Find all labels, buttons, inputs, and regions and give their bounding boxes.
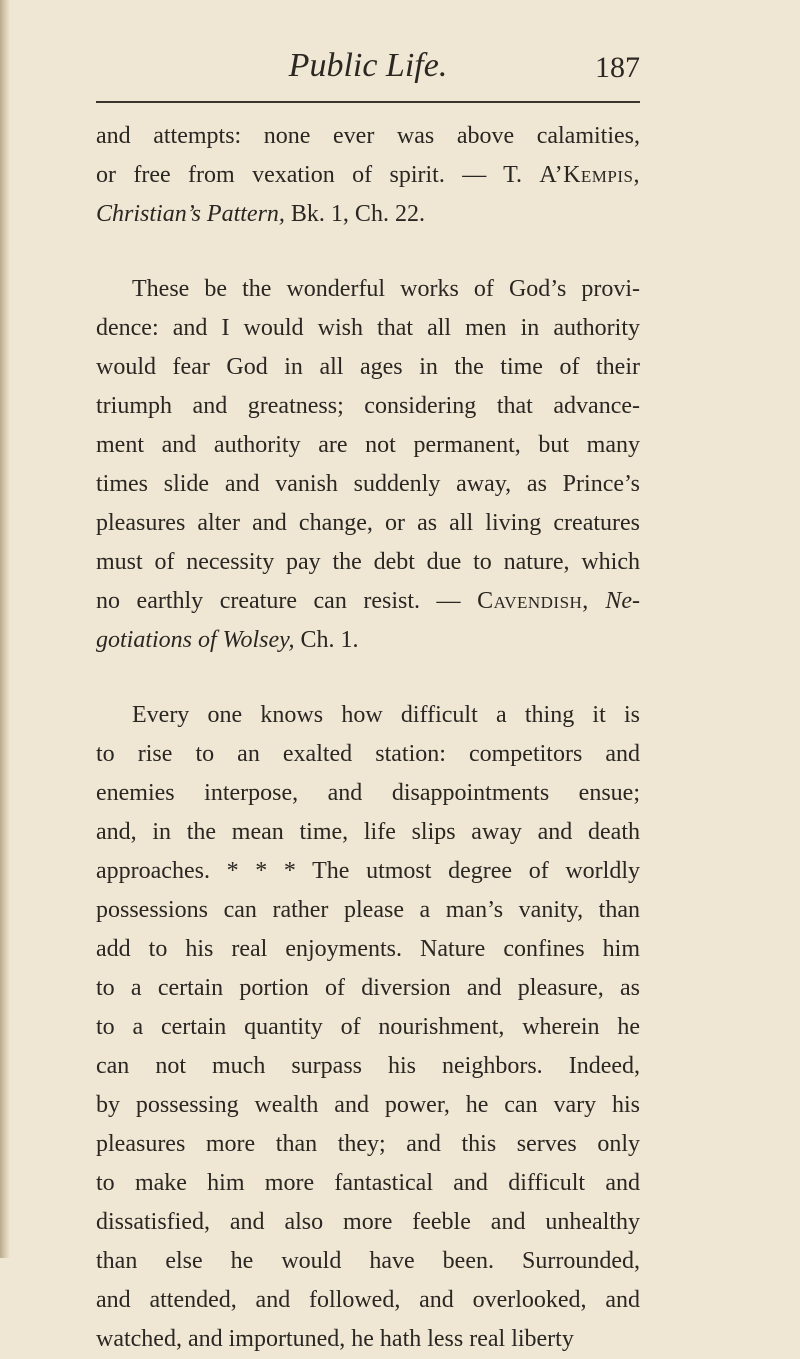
text-line <box>96 852 640 891</box>
text-run: These be the wonderful works of God’s provi- <box>132 276 640 302</box>
text-run: add to his real enjoyments. Nature confines him <box>96 936 640 962</box>
text-run: approaches. * * * The utmost degree of worldly <box>96 858 640 884</box>
text-line <box>96 1320 640 1359</box>
text-line <box>96 1086 640 1125</box>
text-line <box>96 891 640 930</box>
text-run: by possessing wealth and power, he can vary his <box>96 1092 640 1118</box>
text-run: can not much surpass his neighbors. Indeed, <box>96 1053 640 1079</box>
paragraph <box>96 696 640 1359</box>
text-line <box>96 735 640 774</box>
text-line <box>96 270 640 309</box>
text-run: and attended, and followed, and overlooked, and <box>96 1287 640 1313</box>
text-line <box>96 930 640 969</box>
text-line <box>96 156 640 195</box>
text-line <box>96 195 640 234</box>
text-line <box>96 543 640 582</box>
text-run: to make him more fantastical and difficult and <box>96 1170 640 1196</box>
text-run: pleasures more than they; and this serves only <box>96 1131 640 1157</box>
text-line <box>96 1047 640 1086</box>
text-line <box>96 348 640 387</box>
text-run: would fear God in all ages in the time of their <box>96 354 640 380</box>
text-run: ment and authority are not permanent, but many <box>96 432 640 458</box>
body-text <box>96 117 640 1359</box>
paragraph <box>96 117 640 234</box>
text-run: dissatisfied, and also more feeble and unhealthy <box>96 1209 640 1235</box>
text-run: Ch. 1. <box>294 627 359 653</box>
text-line <box>96 582 640 621</box>
text-run: to a certain portion of diversion and pleasure, as <box>96 975 640 1001</box>
text-line <box>96 1203 640 1242</box>
page-binding-edge <box>0 0 10 1258</box>
text-run: pleasures alter and change, or as all living creatures <box>96 510 640 536</box>
text-line <box>96 309 640 348</box>
italic-citation: gotiations of Wolsey, <box>96 627 295 653</box>
paragraph-gap <box>96 234 640 270</box>
text-line <box>96 1125 640 1164</box>
italic-citation: Christian’s Pattern, <box>96 201 285 227</box>
text-run: and attempts: none ever was above calamities, <box>96 123 640 149</box>
text-run: times slide and vanish suddenly away, as Prince’s <box>96 471 640 497</box>
text-run: and, in the mean time, life slips away and death <box>96 819 640 845</box>
text-run: to a certain quantity of nourishment, wherein he <box>96 1014 640 1040</box>
text-run: to rise to an exalted station: competitors and <box>96 741 640 767</box>
text-line <box>96 1164 640 1203</box>
text-line <box>96 969 640 1008</box>
text-line <box>96 774 640 813</box>
text-line <box>96 813 640 852</box>
paragraph <box>96 270 640 660</box>
text-line <box>96 1242 640 1281</box>
text-line <box>96 387 640 426</box>
header-rule <box>96 101 640 103</box>
running-title: Public Life. <box>288 47 448 84</box>
italic-citation: Ne- <box>605 588 641 614</box>
text-line <box>96 117 640 156</box>
text-run: no earthly creature can resist. — <box>96 588 478 614</box>
text-line <box>96 504 640 543</box>
text-run: Every one knows how difficult a thing it is <box>132 702 640 728</box>
paragraph-gap <box>96 660 640 696</box>
text-line <box>96 1281 640 1320</box>
text-run: Bk. 1, Ch. 22. <box>284 201 425 227</box>
text-run: watched, and importuned, he hath less real liberty <box>96 1326 574 1352</box>
text-line <box>96 426 640 465</box>
text-run: dence: and I would wish that all men in authority <box>96 315 640 341</box>
text-run: than else he would have been. Surrounded, <box>96 1248 640 1274</box>
page-header <box>96 44 640 104</box>
text-run <box>589 588 606 614</box>
text-line <box>96 621 640 660</box>
text-run: possessions can rather please a man’s vanity, than <box>96 897 640 923</box>
text-line <box>96 465 640 504</box>
text-run: must of necessity pay the debt due to nature, which <box>96 549 640 575</box>
author-name: A’Kempis, <box>539 162 640 188</box>
text-line <box>96 1008 640 1047</box>
page-number: 187 <box>595 51 640 84</box>
text-run: triumph and greatness; considering that advance- <box>96 393 640 419</box>
text-run: enemies interpose, and disappointments ensue; <box>96 780 640 806</box>
text-run: or free from vexation of spirit. — T. <box>96 162 540 188</box>
author-name: Cavendish, <box>477 588 589 614</box>
text-line <box>96 696 640 735</box>
